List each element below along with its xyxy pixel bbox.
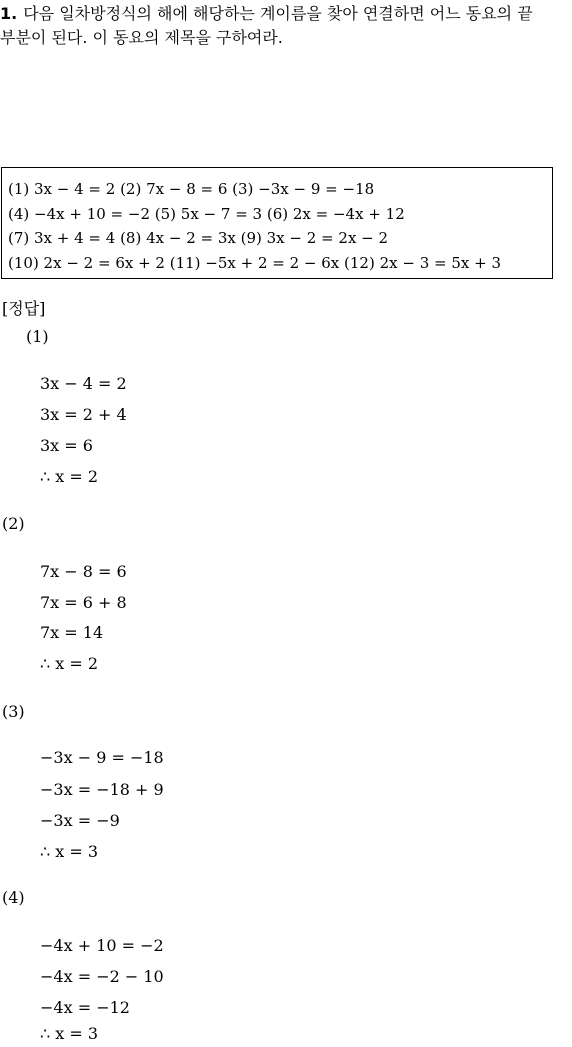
question-text-line-2: 부분이 된다. 이 동요의 제목을 구하여라. (0, 28, 283, 47)
solution-step: −3x = −9 (40, 811, 120, 830)
question-text-line-1: 다음 일차방정식의 해에 해당하는 계이름을 찾아 연결하면 어느 동요의 끝 (23, 4, 533, 23)
solution-step: 3x = 2 + 4 (40, 405, 127, 424)
equation-line: (10) 2x − 2 = 6x + 2 (11) −5x + 2 = 2 − 6x (12) 2x − 3 = 5x + 3 (8, 253, 502, 272)
solution-step: 7x = 6 + 8 (40, 593, 127, 612)
solution-label-3: (3) (2, 702, 25, 721)
question-line-1 (0, 2, 572, 26)
question-text (0, 2, 572, 50)
equation-line: (7) 3x + 4 = 4 (8) 4x − 2 = 3x (9) 3x − 2 = 2x − 2 (8, 229, 389, 247)
solution-step: 7x = 14 (40, 623, 104, 642)
solution-step: −4x = −2 − 10 (40, 967, 164, 986)
solution-label-2: (2) (2, 514, 25, 533)
solution-step: 7x − 8 = 6 (40, 562, 127, 581)
solution-step: −3x = −18 + 9 (40, 780, 164, 799)
solution-step: −3x − 9 = −18 (40, 748, 164, 767)
solution-step: 3x − 4 = 2 (40, 374, 127, 393)
solution-label-1: (1) (26, 327, 49, 346)
equation-line: (4) −4x + 10 = −2 (5) 5x − 7 = 3 (6) 2x = −4x + 12 (8, 204, 405, 223)
solution-step: ∴ x = 3 (40, 842, 99, 861)
solution-step: −4x + 10 = −2 (40, 936, 164, 955)
answer-label: [정답] (2, 299, 46, 318)
question-number: 1. (0, 4, 18, 23)
solution-step: −4x = −12 (40, 998, 130, 1017)
equation-line: (1) 3x − 4 = 2 (2) 7x − 8 = 6 (3) −3x − 9 = −18 (8, 180, 375, 198)
solution-step: 3x = 6 (40, 436, 93, 455)
solution-step: ∴ x = 2 (40, 467, 99, 486)
equation-box (1, 167, 553, 279)
solution-step: ∴ x = 2 (40, 654, 99, 673)
solution-step: ∴ x = 3 (40, 1024, 99, 1043)
solution-label-4: (4) (2, 888, 25, 907)
